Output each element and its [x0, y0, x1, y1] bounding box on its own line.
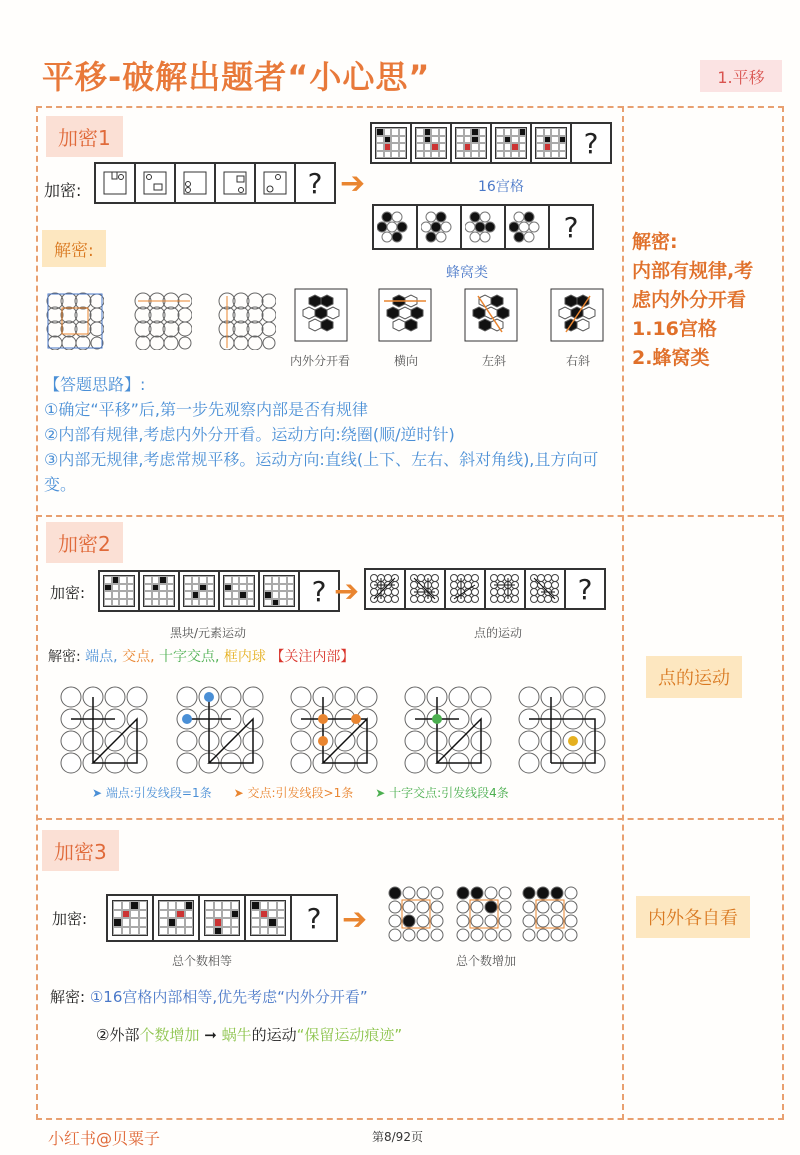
hive-diagram-inner-outer — [294, 288, 348, 346]
cap-16grid: 16宫格 — [478, 179, 524, 195]
seq-cell — [412, 124, 452, 162]
right-pill-s3: 内外各自看 — [636, 896, 750, 938]
snail-diagram — [522, 886, 578, 946]
s3-cap-left: 总个数相等 — [172, 954, 233, 968]
s3-line-1: ①16宫格内部相等,优先考虑“内外分开看” — [89, 988, 368, 1006]
snail-diagram — [388, 886, 444, 946]
brand-signature: 小红书@贝粟子 — [48, 1129, 161, 1148]
seq-cell — [140, 572, 180, 610]
seq-cell — [154, 896, 200, 940]
question-mark: ? — [577, 572, 593, 606]
right-note-line: 2.蜂窝类 — [632, 347, 710, 369]
question-mark: ? — [563, 210, 579, 244]
dot-diagram — [60, 686, 148, 778]
seq-cell — [96, 164, 136, 202]
s3-decode-line-2 — [96, 1024, 402, 1045]
arrow-icon: ➔ — [334, 574, 360, 609]
s1-enc-label: 加密: — [44, 181, 82, 200]
s3-enc-sequence — [106, 894, 338, 942]
route-title: 【答题思路】: — [44, 375, 146, 394]
s3-enc-label: 加密: — [52, 910, 88, 928]
seq-cell — [532, 124, 572, 162]
s3-line2-c: ➞ — [199, 1026, 222, 1044]
seq-cell — [506, 206, 550, 248]
s2-pill: 加密2 — [46, 522, 123, 563]
right-note-s1 — [632, 228, 782, 373]
dot-diagram-ball — [518, 686, 606, 778]
question-mark: ? — [311, 574, 327, 608]
s2-cap-left: 黑块/元素运动 — [170, 626, 247, 640]
dot-diagram-endpoints — [176, 686, 264, 778]
legend-cross: ➤ 十字交点:引发线段4条 — [375, 786, 509, 800]
legend-intersection: ➤ 交点:引发线段>1条 — [233, 786, 354, 800]
seq-cell — [406, 570, 446, 608]
seq-cell — [418, 206, 462, 248]
seq-cell — [180, 572, 220, 610]
s3-dec-label: 解密: — [50, 988, 86, 1006]
right-note-line: 解密: — [632, 231, 678, 253]
seq-cell — [176, 164, 216, 202]
dec-intersection: 交点, — [122, 649, 155, 665]
s1-hive-sequence — [372, 204, 594, 250]
s3-line2-b: 个数增加 — [139, 1026, 200, 1044]
s1-enc-sequence — [94, 162, 336, 204]
seq-cell — [446, 570, 486, 608]
seq-cell — [526, 570, 566, 608]
right-note-line: 虑内外分开看 — [632, 289, 747, 311]
s2-dots-sequence — [364, 568, 606, 610]
page-number: 第8/92页 — [372, 1130, 423, 1144]
s3-line2-f: “保留运动痕迹” — [296, 1026, 403, 1044]
section-divider-1 — [36, 515, 784, 517]
cap-hive: 蜂窝类 — [446, 265, 488, 281]
circle-grid-diagram — [218, 292, 276, 354]
s3-line2-e: 的运动 — [251, 1026, 297, 1044]
arrow-icon: ➔ — [342, 902, 368, 937]
s2-legend — [92, 784, 509, 801]
question-mark: ? — [307, 166, 323, 200]
dec-ball: 框内球 — [223, 649, 266, 665]
dot-diagram-cross — [404, 686, 492, 778]
s2-cap-right: 点的运动 — [474, 626, 523, 640]
seq-cell — [452, 124, 492, 162]
s1-16grid-sequence — [370, 122, 612, 164]
seq-cell — [492, 124, 532, 162]
s3-pill: 加密3 — [42, 830, 119, 871]
s1-pill: 加密1 — [46, 116, 123, 157]
seq-cell — [372, 124, 412, 162]
seq-cell — [246, 896, 292, 940]
hive-diagram-left-diagonal — [464, 288, 518, 346]
seq-cell — [462, 206, 506, 248]
s2-decode-line — [48, 646, 354, 666]
s1-decode-pill: 解密: — [42, 230, 106, 267]
seq-cell — [256, 164, 296, 202]
dot-diagram-intersections — [290, 686, 378, 778]
circle-grid-diagram — [46, 292, 104, 354]
seq-cell — [200, 896, 246, 940]
dec-endpoint: 端点, — [85, 649, 118, 665]
dec-focus: 【关注内部】 — [270, 649, 355, 665]
circle-grid-diagram — [134, 292, 192, 354]
route-line-1: ①确定“平移”后,第一步先观察内部是否有规律 — [44, 400, 369, 419]
cap-left-diagonal: 左斜 — [482, 354, 507, 368]
route-line-3: ③内部无规律,考虑常规平移。运动方向:直线(上下、左右、斜对角线),且方向可变。 — [44, 450, 599, 494]
seq-cell — [366, 570, 406, 608]
s2-dec-label: 解密: — [48, 649, 81, 665]
seq-cell — [136, 164, 176, 202]
section-tag: 1.平移 — [700, 60, 782, 92]
seq-cell — [260, 572, 300, 610]
snail-diagram — [456, 886, 512, 946]
seq-cell — [486, 570, 526, 608]
s3-line2-a: ②外部 — [96, 1026, 140, 1044]
question-mark: ? — [583, 126, 599, 160]
cap-inner-outer: 内外分开看 — [290, 354, 351, 368]
seq-cell — [220, 572, 260, 610]
arrow-icon: ➔ — [340, 166, 366, 201]
s3-decode-line-1 — [50, 986, 368, 1007]
hive-diagram-horizontal — [378, 288, 432, 346]
cap-horizontal: 横向 — [394, 354, 419, 368]
right-note-line: 内部有规律,考 — [632, 260, 754, 282]
route-line-2: ②内部有规律,考虑内外分开看。运动方向:绕圈(顺/逆时针) — [44, 425, 455, 444]
route-notes — [44, 372, 610, 497]
right-note-line: 1.16宫格 — [632, 318, 717, 340]
right-pill-s2: 点的运动 — [646, 656, 742, 698]
s3-cap-right: 总个数增加 — [456, 954, 517, 968]
column-divider — [622, 106, 624, 1120]
s3-line2-d: 蜗牛 — [221, 1026, 252, 1044]
dec-cross: 十字交点, — [158, 649, 220, 665]
cap-right-diagonal: 右斜 — [566, 354, 591, 368]
s2-enc-sequence — [98, 570, 340, 612]
seq-cell — [374, 206, 418, 248]
seq-cell — [100, 572, 140, 610]
seq-cell — [216, 164, 256, 202]
section-divider-2 — [36, 818, 784, 820]
seq-cell — [108, 896, 154, 940]
hive-diagram-right-diagonal — [550, 288, 604, 346]
question-mark: ? — [306, 901, 322, 935]
page-title: 平移-破解出题者“小心思” — [42, 58, 431, 96]
s2-enc-label: 加密: — [50, 584, 86, 602]
legend-endpoint: ➤ 端点:引发线段=1条 — [92, 786, 212, 800]
